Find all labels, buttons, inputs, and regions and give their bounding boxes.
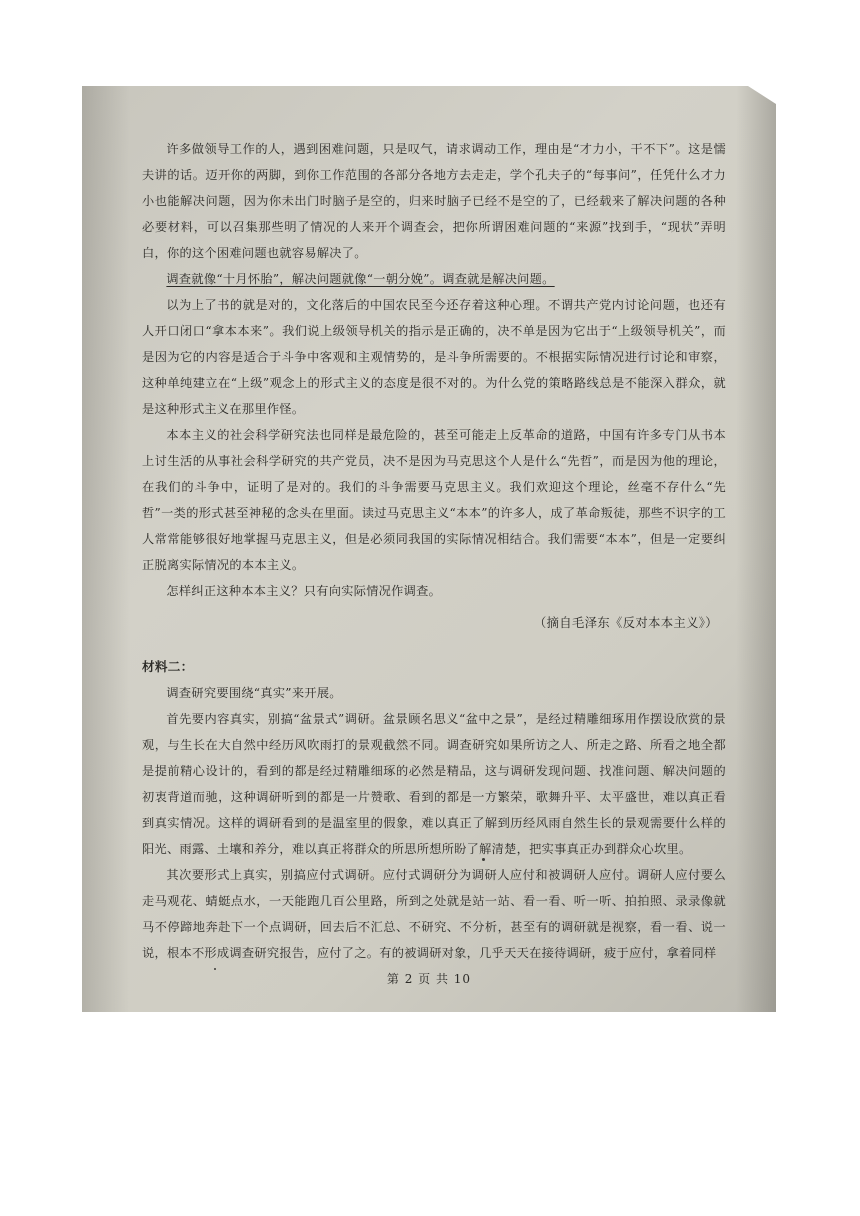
page-shadow-right: [736, 86, 776, 1012]
material-two-paragraph: 其次要形式上真实，别搞应付式调研。应付式调研分为调研人应付和被调研人应付。调研人应付要么走马观花、蜻蜓点水，一天能跑几百公里路，所到之处就是站一站、看一看、听一听、拍拍照、录录像就马不停蹄地奔赴下一个点调研，回去后不汇总、不研究、不分析，甚至有的调研就是视察，看一看、说一说，根本不形成调查研究报告，应付了之。有的被调研对象，几乎天天在接待调研，疲于应付，拿着同样: [142, 868, 726, 960]
material-two-paragraph: 首先要内容真实，别搞“盆景式”调研。盆景顾名思义“盆中之景”，是经过精雕细琢用作摆设欣赏的景观，与生长在大自然中经历风吹雨打的景观截然不同。调查研究如果所访之人、所走之路、所看之地全都是提前精心设计的，看到的都是经过精雕细琢的必然是精品，这与调研发现问题、找准问题、解决问题的初衷背道而驰，这种调研听到的都是一片赞歌、看到的都是一方繁荣，歌舞升平、太平盛世，难以真正看到真实情况。这样的调研看到的是温室里的假象，难以真正了解到历经风雨自然生长的景观需要什么样的阳光、雨露、土壤和养分，难以真正将群众的所思所想所盼了解清楚，把实事真正办到群众心坎里。: [142, 712, 726, 856]
material-one-source: （摘自毛泽东《反对本本主义》）: [533, 615, 718, 630]
material-one-emphasis: [142, 266, 726, 292]
page-shadow-left: [82, 86, 130, 1012]
paper-speck: [482, 858, 485, 861]
page-number: 第 2 页 共 10: [386, 972, 472, 986]
material-one-paragraph: 怎样纠正这种本本主义？只有向实际情况作调查。: [166, 584, 442, 598]
material-two-paragraph: 调查研究要围绕“真实”来开展。: [166, 686, 342, 700]
underlined-emphasis: 调查就像“十月怀胎”，解决问题就像“一朝分娩”。调查就是解决问题。: [166, 272, 555, 286]
document-body: [142, 136, 726, 966]
material-one-paragraph: 许多做领导工作的人，遇到困难问题，只是叹气，请求调动工作，理由是“才力小，干不下”。这是懦夫讲的话。迈开你的两脚，到你工作范围的各部分各地方去走走，学个孔夫子的“每事问”，任凭什么才力小也能解决问题，因为你未出门时脑子是空的，归来时脑子已经不是空的了，已经载来了解决问题的各种必要材料，可以召集那些明了情况的人来开个调查会，把你所谓困难问题的“来源”找到手，“现状”弄明白，你的这个困难问题也就容易解决了。: [142, 142, 726, 260]
material-two-title: 材料二：: [142, 659, 194, 674]
material-one-paragraph: 本本主义的社会科学研究法也同样是最危险的，甚至可能走上反革命的道路，中国有许多专门从书本上讨生活的从事社会科学研究的共产党员，决不是因为马克思这个人是什么“先哲”，而是因为他的理论，在我们的斗争中，证明了是对的。我们的斗争需要马克思主义。我们欢迎这个理论，丝毫不存什么“先哲”一类的形式甚至神秘的念头在里面。读过马克思主义“本本”的许多人，成了革命叛徒，那些不识字的工人常常能够很好地掌握马克思主义，但是必须同我国的实际情况相结合。我们需要“本本”，但是一定要纠正脱离实际情况的本本主义。: [142, 428, 726, 572]
page-corner: [748, 86, 776, 104]
photographed-page: [82, 86, 776, 1012]
material-one-paragraph: 以为上了书的就是对的，文化落后的中国农民至今还存着这种心理。不谓共产党内讨论问题，也还有人开口闭口“拿本本来”。我们说上级领导机关的指示是正确的，决不单是因为它出于“上级领导机关”，而是因为它的内容是适合于斗争中客观和主观情势的，是斗争所需要的。不根据实际情况进行讨论和审察，这种单纯建立在“上级”观念上的形式主义的态度是很不对的。为什么党的策略路线总是不能深入群众，就是这种形式主义在那里作怪。: [142, 298, 726, 416]
